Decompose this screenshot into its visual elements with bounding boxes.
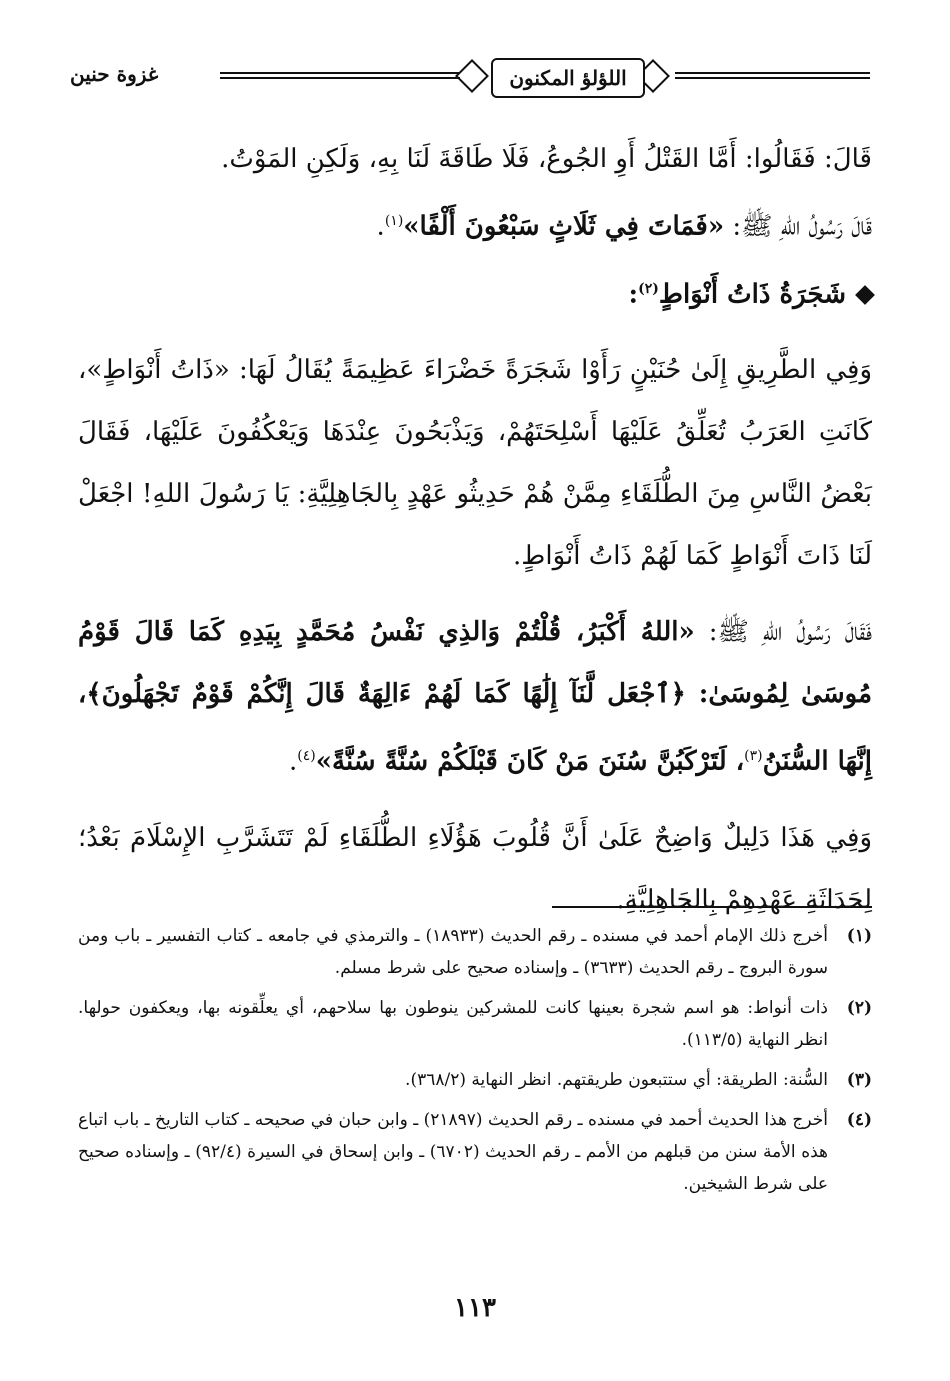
paragraph-4-intro: فَقَالَ رَسُولُ اللهِ ﷺ: xyxy=(708,617,872,648)
footnote xyxy=(78,1064,872,1096)
section-heading-text: شَجَرَةُ ذَاتُ أَنْوَاطٍ xyxy=(658,279,846,310)
flower-bullet-icon xyxy=(855,285,875,305)
paragraph-2: قَالَ رَسُولُ اللهِ ﷺ: «فَمَاتَ فِي ثَلَاثٍ سَبْعُونَ أَلْفًا»$^{(١)}$. xyxy=(376,211,872,242)
footnote-ref: (١) xyxy=(384,213,404,229)
section-heading: شَجَرَةُ ذَاتُ أَنْوَاطٍ$^{(٢)}$: xyxy=(78,258,872,326)
running-header xyxy=(70,52,870,112)
footnote xyxy=(78,1104,872,1200)
footnote-ref: (٣) xyxy=(744,748,763,765)
hadith-quote: «اللهُ أَكْبَرُ، قُلْتُمْ وَالذِي نَفْسُ مُحَمَّدٍ بِيَدِهِ كَمَا قَالَ قَوْمُ مُوسَىٰ لِمُوسَىٰ: ﴿ٱجْعَل لَّنَآ إِلَٰهًا كَمَا لَهُمْ ءَالِهَةٌ قَالَ إِنَّكُمْ قَوْمٌ تَجْهَلُونَ﴾، إِنَّهَا السُّنَنُ xyxy=(78,617,872,777)
footnote-ref: (٢) xyxy=(638,280,659,297)
footnote xyxy=(78,920,872,984)
paragraph-3: وَفِي الطَّرِيقِ إِلَىٰ حُنَيْنٍ رَأَوْا شَجَرَةً خَضْرَاءَ عَظِيمَةً يُقَالُ لَهَا: «ذَاتُ أَنْوَاطٍ»، كَانَتِ العَرَبُ تُعَلِّقُ عَلَيْهَا أَسْلِحَتَهُمْ، وَيَذْبَحُونَ عِنْدَهَا وَيَعْكُفُونَ عَلَيْهَا، فَقَالَ بَعْضُ النَّاسِ مِنَ الطُّلَقَاءِ مِمَّنْ هُمْ حَدِيثُو عَهْدٍ بِالجَاهِلِيَّةِ: يَا رَسُولَ اللهِ! اجْعَلْ لَنَا ذَاتَ أَنْوَاطٍ كَمَا لَهُمْ ذَاتُ أَنْوَاطٍ. xyxy=(78,355,872,572)
footnote-text: ذات أنواط: هو اسم شجرة بعينها كانت للمشركين ينوطون بها سلاحهم، أي يعلِّقونه بها، ويعكفون حولها. انظر النهاية (١١٣/٥). xyxy=(78,998,828,1050)
header-rule-right xyxy=(675,72,870,79)
book-title: اللؤلؤ المكنون xyxy=(491,58,645,98)
paragraph-2-intro: قَالَ رَسُولُ اللهِ ﷺ: xyxy=(732,211,872,242)
page-number: ١١٣ xyxy=(454,1293,496,1323)
footnote-divider xyxy=(552,906,872,908)
ornament-icon xyxy=(455,59,489,93)
paragraph-4: فَقَالَ رَسُولُ اللهِ ﷺ: «اللهُ أَكْبَرُ، قُلْتُمْ وَالذِي نَفْسُ مُحَمَّدٍ بِيَدِهِ كَمَا قَالَ قَوْمُ مُوسَىٰ لِمُوسَىٰ: ﴿ٱجْعَل لَّنَآ إِلَٰهًا كَمَا لَهُمْ ءَالِهَةٌ قَالَ إِنَّكُمْ قَوْمٌ تَجْهَلُونَ﴾، إِنَّهَا السُّنَنُ$^{(٣)}$، لَتَرْكَبُنَّ سُنَنَ مَنْ كَانَ قَبْلَكُمْ سُنَّةً سُنَّةً»$^{(٤)}$. xyxy=(78,617,872,777)
paragraph-1: قَالَ: فَقَالُوا: أَمَّا القَتْلُ أَوِ الجُوعُ، فَلَا طَاقَةَ لَنَا بِهِ، وَلَكِنِ المَوْتُ. xyxy=(221,144,872,174)
paragraph-5: وَفِي هَذَا دَلِيلٌ وَاضِحٌ عَلَىٰ أَنَّ قُلُوبَ هَؤُلَاءِ الطُّلَقَاءِ لَمْ تَتَشَرَّبِ الإِسْلَامَ بَعْدُ؛ لِحَدَاثَةِ عَهْدِهِمْ بِالجَاهِلِيَّةِ. xyxy=(78,822,872,915)
footnote-text: أخرج ذلك الإمام أحمد في مسنده ـ رقم الحديث (١٨٩٣٣) ـ والترمذي في جامعه ـ كتاب التفسير ـ باب ومن سورة البروج ـ رقم الحديث (٣٦٣٣) ـ وإسناده صحيح على شرط مسلم. xyxy=(78,926,828,978)
footnote xyxy=(78,992,872,1056)
footnote-number: (٤) xyxy=(846,1110,872,1130)
footnote-text: أخرج هذا الحديث أحمد في مسنده ـ رقم الحديث (٢١٨٩٧) ـ وابن حبان في صحيحه ـ كتاب التاريخ ـ باب اتباع هذه الأمة سنن من قبلهم من الأمم ـ رقم الحديث (٦٧٠٢) ـ وابن إسحاق في السيرة (٩٢/٤) ـ وإسناده صحيح على شرط الشيخين. xyxy=(78,1110,828,1194)
footnote-text: السُّنة: الطريقة: أي ستتبعون طريقتهم. انظر النهاية (٣٦٨/٢). xyxy=(405,1070,828,1090)
footnotes xyxy=(78,920,872,1208)
footnote-number: (٢) xyxy=(846,998,872,1018)
footnote-ref: (٤) xyxy=(297,748,316,765)
hadith-quote: «فَمَاتَ فِي ثَلَاثٍ سَبْعُونَ أَلْفًا» xyxy=(403,211,725,242)
footnote-number: (١) xyxy=(846,926,872,946)
header-rule-left xyxy=(220,72,460,79)
footnote-number: (٣) xyxy=(846,1070,872,1090)
main-text xyxy=(78,128,872,931)
hadith-quote-continued: ، لَتَرْكَبُنَّ سُنَنَ مَنْ كَانَ قَبْلَكُمْ سُنَّةً سُنَّةً» xyxy=(315,746,745,777)
chapter-title: غزوة حنين xyxy=(70,62,159,86)
